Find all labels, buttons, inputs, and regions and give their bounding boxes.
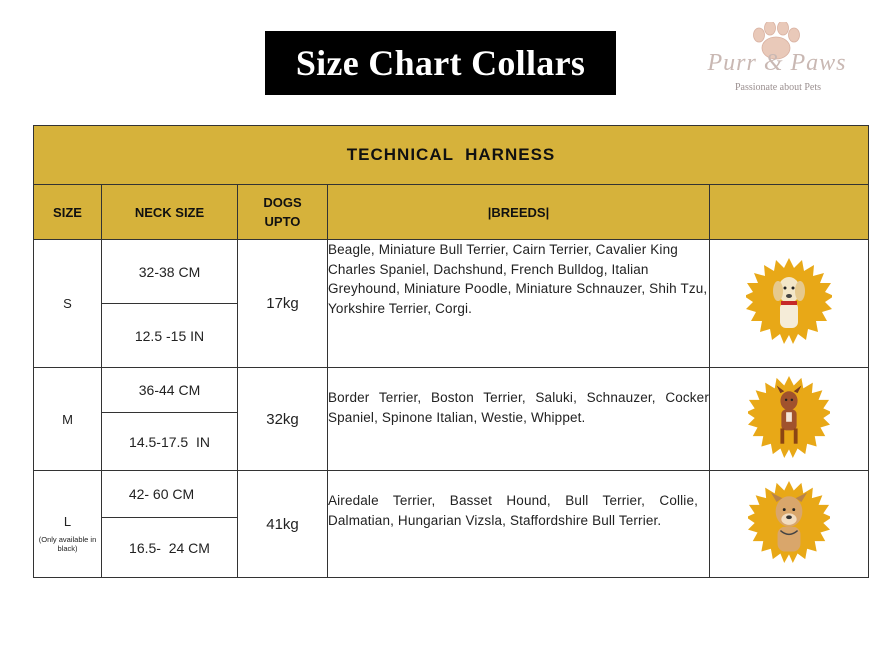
breeds-list: Airedale Terrier, Basset Hound, Bull Terrier, Collie, Dalmatian, Hungarian Vizsla, Staffordshire Bull Terrier. [328,471,710,578]
size-cell [34,368,102,471]
column-header-neck-size: NECK SIZE [102,185,238,240]
brand-name: Purr & Paws [707,50,847,76]
medium-dog-photo [748,376,830,458]
page-title: Size Chart Collars [265,31,616,95]
weight-limit: 32kg [238,368,328,471]
large-dog-photo [748,481,830,563]
dog-photo-cell [710,368,869,471]
table-row [34,368,869,413]
weight-limit: 17kg [238,240,328,368]
size-label: L [63,513,72,529]
size-chart-table [33,125,869,578]
neck-size-cm: 32-38 CM [102,240,238,304]
column-header-photo [710,185,869,240]
neck-size-in: 16.5- 24 CM [102,518,238,578]
table-row [34,471,869,518]
neck-size-in: 12.5 -15 IN [102,304,238,368]
dog-photo-cell [710,471,869,578]
breeds-list: Beagle, Miniature Bull Terrier, Cairn Terrier, Cavalier King Charles Spaniel, Dachshund, French Bulldog, Italian Greyhound, Miniature Poodle, Miniature Schnauzer, Shih Tzu, Yorkshire Terrier, Corgi. [328,240,710,368]
breeds-list: Border Terrier, Boston Terrier, Saluki, Schnauzer, Cocker Spaniel, Spinone Italian, Westie, Whippet. [328,368,710,471]
neck-size-cm: 42- 60 CM [102,471,238,518]
size-cell [34,240,102,368]
dog-photo-cell [710,240,869,368]
brand-tagline: Passionate about Pets [734,82,822,93]
size-cell [34,471,102,578]
brand-logo [690,22,870,102]
small-dog-photo [746,258,832,344]
weight-limit: 41kg [238,471,328,578]
column-header-breeds: |BREEDS| [328,185,710,240]
column-header-size: SIZE [34,185,102,240]
column-header-dogs-upto: DOGS UPTO [238,185,328,240]
size-note: (Only available in black) [38,534,97,553]
neck-size-in: 14.5-17.5 IN [102,413,238,471]
table-heading: TECHNICAL HARNESS [34,126,869,185]
size-label: S [63,296,72,311]
table-row [34,240,869,304]
size-label: M [62,411,73,427]
neck-size-cm: 36-44 CM [102,368,238,413]
